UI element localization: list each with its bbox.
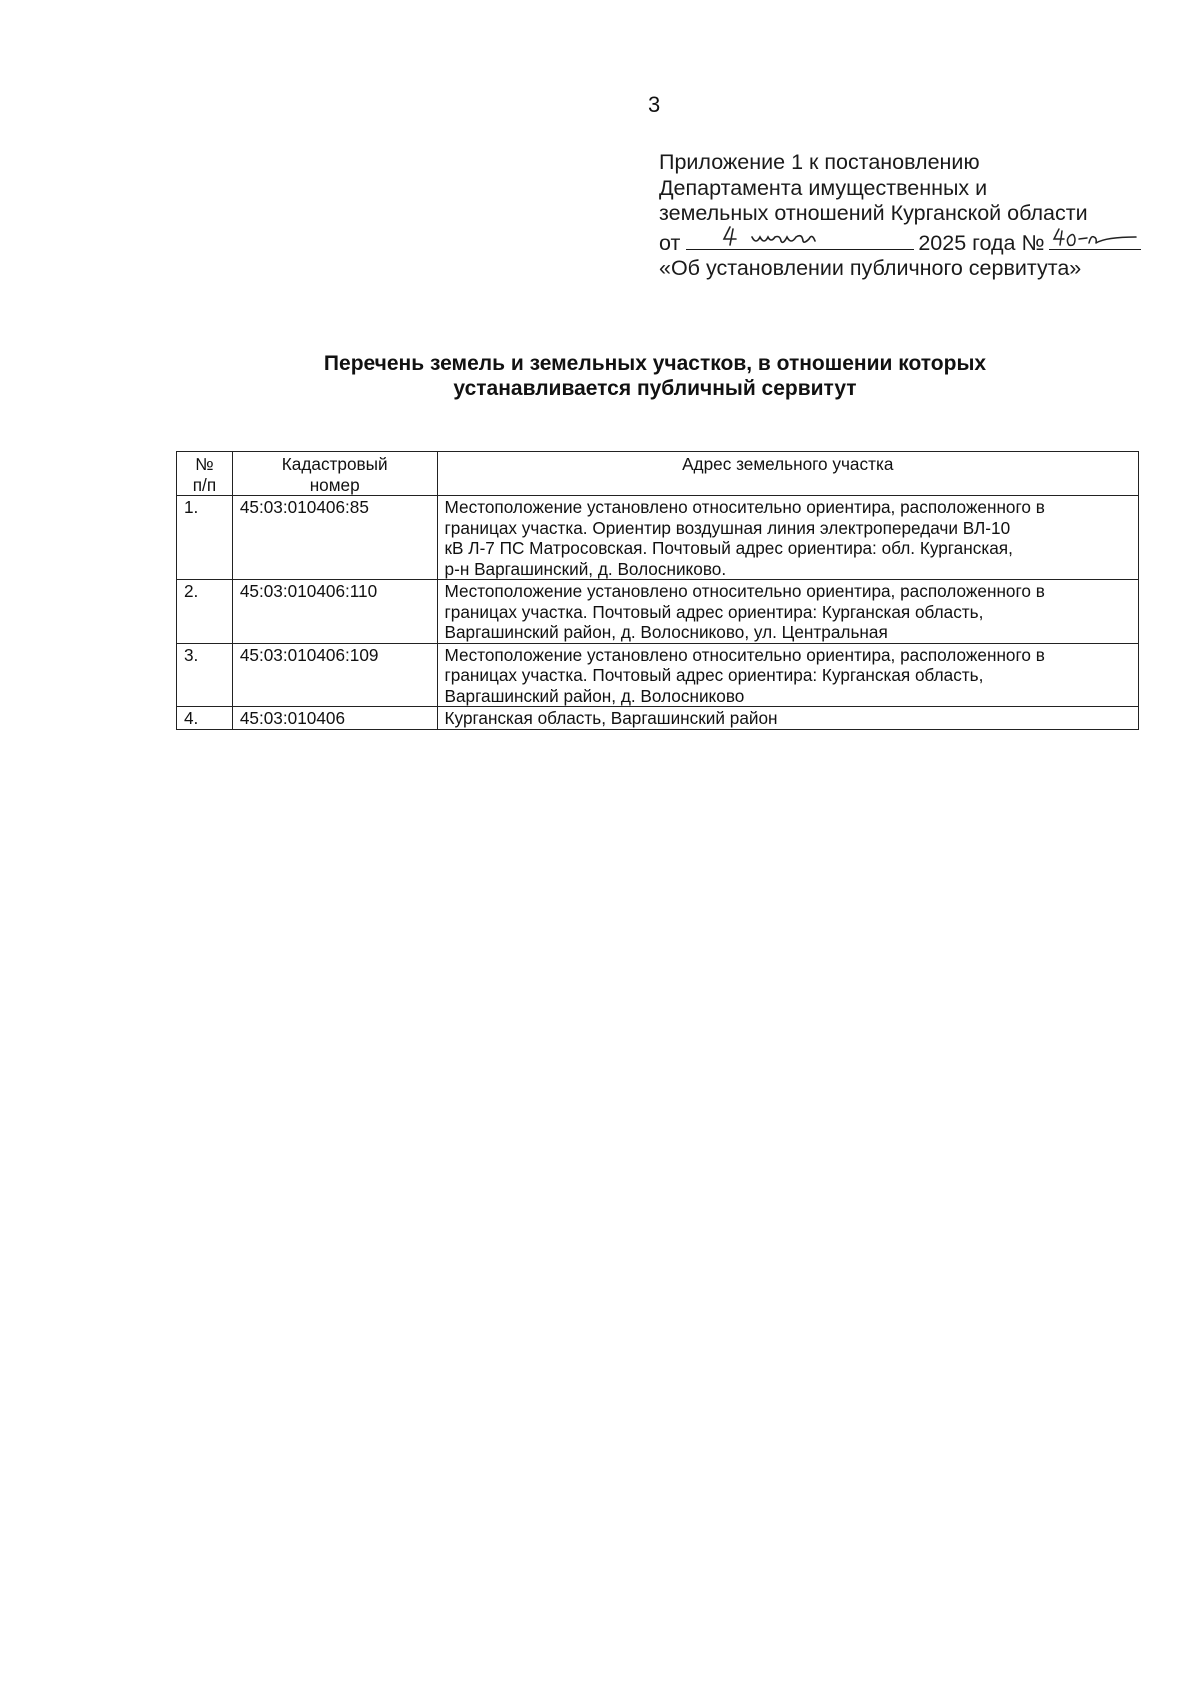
header-number: [177, 452, 233, 496]
header-address: Адрес земельного участка: [437, 452, 1138, 496]
row-number: 1.: [177, 496, 233, 580]
cadastral-number: 45:03:010406:109: [232, 643, 437, 707]
table-row: [177, 496, 1139, 580]
header-cadastral-line-1: Кадастровый: [281, 454, 388, 474]
address-line: границах участка. Почтовый адрес ориентира: Курганская область,: [444, 601, 984, 622]
row-number: 2.: [177, 580, 233, 644]
year-text: 2025 года №: [918, 230, 1045, 255]
address-line: Местоположение установлено относительно ориентира, расположенного в: [444, 581, 1045, 601]
address-line: Местоположение установлено относительно ориентира, расположенного в: [444, 644, 1045, 665]
handwritten-date: [686, 227, 914, 250]
cadastral-number: 45:03:010406: [232, 707, 437, 730]
row-number: 4.: [177, 707, 233, 730]
address-line: Варгашинский район, д. Волосниково: [444, 685, 745, 706]
row-number: 3.: [177, 643, 233, 707]
handwritten-number: [1049, 227, 1141, 250]
parcel-address: [437, 643, 1138, 707]
cadastral-number: 45:03:010406:85: [232, 496, 437, 580]
address-line: р-н Варгашинский, д. Волосниково.: [444, 558, 727, 579]
page-number: 3: [648, 92, 661, 117]
annex-line-3: земельных отношений Курганской области: [659, 201, 1088, 225]
address-line: кВ Л-7 ПС Матросовская. Почтовый адрес ориентира: обл. Курганская,: [444, 538, 1013, 558]
address-line: границах участка. Ориентир воздушная линия электропередачи ВЛ-10: [444, 517, 1011, 538]
annex-line-5: «Об установлении публичного сервитута»: [659, 256, 1082, 280]
parcel-address: [437, 496, 1138, 580]
annex-line-2: Департамента имущественных и: [659, 175, 988, 200]
header-number-line-1: №: [195, 454, 214, 474]
table-header-row: [177, 452, 1139, 496]
parcels-table: [176, 451, 1139, 730]
title-line-2: устанавливается публичный сервитут: [453, 377, 857, 400]
document-title: [180, 351, 1130, 401]
title-line-1: Перечень земель и земельных участков, в отношении которых: [323, 352, 987, 375]
address-line: Курганская область, Варгашинский район: [444, 708, 778, 728]
address-line: границах участка. Почтовый адрес ориентира: Курганская область,: [444, 665, 984, 685]
address-line: Местоположение установлено относительно ориентира, расположенного в: [444, 497, 1045, 517]
handwritten-date-signature: [686, 221, 914, 251]
table-row: [177, 643, 1139, 707]
parcel-address: [437, 707, 1138, 730]
table-row: [177, 580, 1139, 644]
annex-line-1: Приложение 1 к постановлению: [659, 150, 980, 174]
handwritten-number-signature: [1049, 221, 1149, 251]
address-line: Варгашинский район, д. Волосниково, ул. Центральная: [444, 622, 888, 642]
parcel-address: [437, 580, 1138, 644]
cadastral-number: 45:03:010406:110: [232, 580, 437, 644]
date-prefix: от: [659, 230, 681, 255]
header-number-line-2: п/п: [192, 474, 217, 495]
annex-header: [659, 150, 1179, 282]
annex-date-line: [659, 227, 1179, 257]
header-cadastral: [232, 452, 437, 496]
header-cadastral-line-2: номер: [309, 474, 360, 495]
table-row: [177, 707, 1139, 730]
